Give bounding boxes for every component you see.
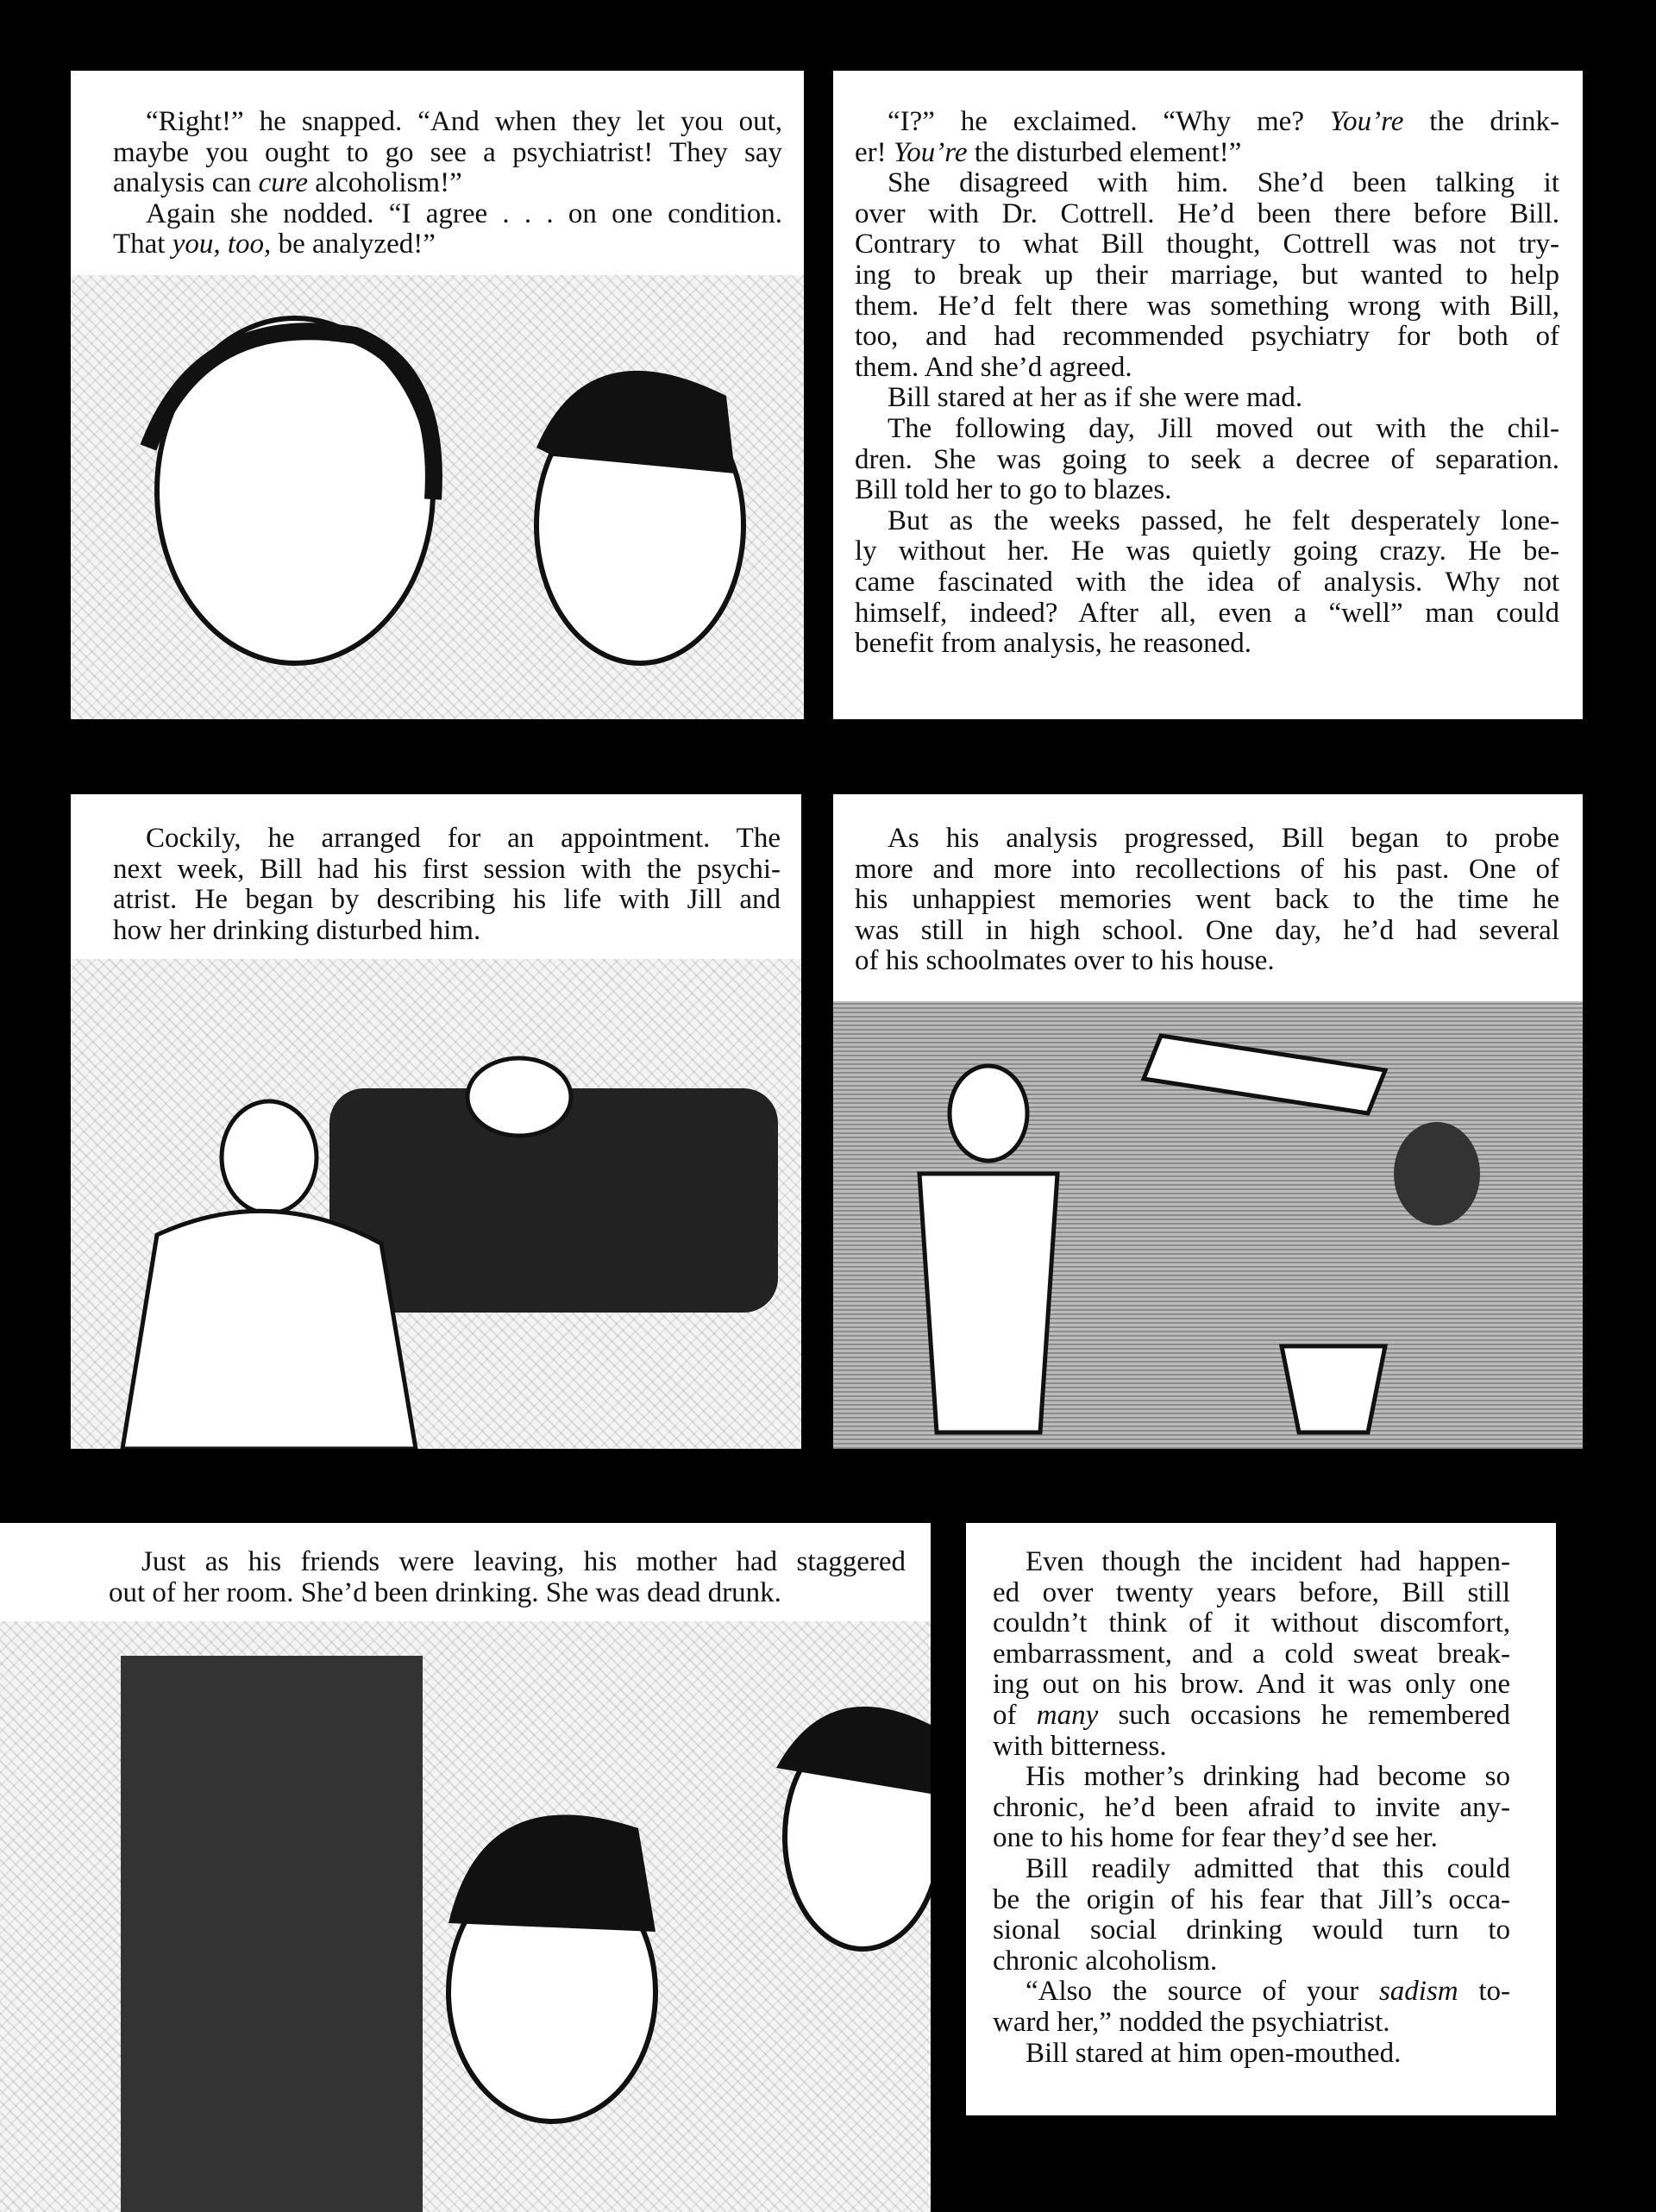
caption-text: Bill told her to go to blazes.: [855, 474, 1172, 506]
caption-line: [113, 916, 781, 947]
caption-line: [109, 1547, 906, 1578]
caption-line: [855, 567, 1559, 598]
caption-line: [113, 168, 782, 199]
caption-4: [855, 824, 1559, 977]
caption-line: [113, 199, 782, 230]
caption-line: [993, 1793, 1510, 1824]
caption-line: [855, 260, 1559, 291]
caption-line: [993, 1946, 1510, 1977]
caption-line: [993, 2008, 1510, 2039]
caption-text: embarrassment, and a cold sweat break-: [993, 1638, 1510, 1670]
caption-text: over with Dr. Cottrell. He’d been there before Bill.: [855, 197, 1559, 229]
caption-text: dren. She was going to seek a decree of separation.: [855, 443, 1559, 475]
caption-line: [855, 475, 1559, 506]
caption-text: more and more into recollections of his past. One of: [855, 853, 1559, 885]
caption-line: [855, 168, 1559, 199]
caption-text: ly without her. He was quietly going crazy. He be-: [855, 536, 1559, 567]
caption-text: himself, indeed? After all, even a “well” man could: [855, 597, 1559, 629]
caption-text: Even though the incident had happen-: [1026, 1546, 1510, 1577]
caption-text: benefit from analysis, he reasoned.: [855, 628, 1252, 660]
caption-line: [993, 1732, 1510, 1763]
panel-3: [71, 794, 801, 1449]
italic-text: You’re: [1329, 106, 1404, 137]
caption-line: [855, 291, 1559, 323]
caption-text: one to his home for fear they’d see her.: [993, 1822, 1438, 1854]
caption-line: [993, 1547, 1510, 1578]
caption-text: ing out on his brow. And it was only one: [993, 1669, 1510, 1701]
italic-text: you, too,: [172, 229, 272, 260]
caption-text: But as the weeks passed, he felt desperately lone-: [888, 504, 1559, 536]
caption-line: [993, 1977, 1510, 2008]
caption-text: the disturbed element!”: [967, 136, 1242, 168]
caption-line: [855, 383, 1559, 414]
caption-line: [855, 824, 1559, 855]
caption-line: [993, 1762, 1510, 1793]
caption-text: His mother’s drinking had become so: [1026, 1761, 1510, 1793]
caption-line: [855, 107, 1559, 138]
caption-2: [855, 107, 1559, 660]
caption-text: ing to break up their marriage, but wanted to help: [855, 259, 1559, 291]
caption-1: [113, 107, 782, 260]
caption-line: [855, 138, 1559, 169]
caption-line: [855, 598, 1559, 630]
caption-text: Again she nodded. “I agree . . . on one condition.: [146, 197, 782, 229]
caption-line: [993, 1915, 1510, 1946]
caption-line: [113, 138, 782, 169]
caption-line: [855, 536, 1559, 567]
caption-line: [855, 353, 1559, 384]
caption-line: [993, 1885, 1510, 1916]
caption-text: analysis can: [113, 167, 259, 199]
caption-line: [993, 1578, 1510, 1609]
caption-text: such occasions he remembered: [1098, 1699, 1510, 1731]
caption-text: ed over twenty years before, Bill still: [993, 1576, 1510, 1608]
caption-line: [113, 855, 781, 886]
caption-line: [993, 1670, 1510, 1701]
caption-text: them. He’d felt there was something wrong with Bill,: [855, 290, 1559, 322]
caption-text: atrist. He began by describing his life with Jill and: [113, 884, 781, 916]
caption-line: [855, 629, 1559, 660]
caption-line: [993, 1854, 1510, 1885]
caption-line: [993, 1608, 1510, 1639]
caption-text: Contrary to what Bill thought, Cottrell was not try-: [855, 229, 1559, 260]
caption-line: [855, 322, 1559, 353]
caption-text: maybe you ought to go see a psychiatrist! They say: [113, 136, 782, 168]
caption-text: his unhappiest memories went back to the time he: [855, 884, 1559, 916]
italic-text: You’re: [893, 136, 968, 168]
italic-text: sadism: [1378, 1976, 1458, 2008]
caption-text: with bitterness.: [993, 1730, 1167, 1762]
caption-text: how her drinking disturbed him.: [113, 914, 481, 946]
caption-line: [113, 824, 781, 855]
caption-text: was still in high school. One day, he’d had several: [855, 914, 1559, 946]
caption-text: Just as his friends were leaving, his mother had staggered: [141, 1546, 906, 1577]
caption-6: [993, 1547, 1510, 2069]
caption-text: She disagreed with him. She’d been talking it: [888, 167, 1559, 199]
caption-text: “Also the source of your: [1026, 1976, 1379, 2008]
caption-line: [113, 107, 782, 138]
caption-line: [855, 885, 1559, 916]
caption-text: That: [113, 229, 172, 260]
caption-line: [113, 885, 781, 916]
caption-text: alcoholism!”: [308, 167, 462, 199]
caption-line: [993, 1639, 1510, 1670]
illustration-psychiatrist-session: [71, 959, 801, 1449]
caption-line: [855, 946, 1559, 977]
caption-text: came fascinated with the idea of analysis. Why not: [855, 566, 1559, 598]
caption-text: As his analysis progressed, Bill began to probe: [888, 823, 1559, 854]
caption-text: be the origin of his fear that Jill’s occa-: [993, 1883, 1510, 1915]
caption-text: Bill stared at him open-mouthed.: [1026, 2037, 1402, 2069]
caption-text: ward her,” nodded the psychiatrist.: [993, 2006, 1390, 2038]
panel-2: [833, 71, 1583, 719]
caption-line: [993, 1823, 1510, 1854]
caption-line: [855, 414, 1559, 445]
caption-text: Cockily, he arranged for an appointment. The: [146, 823, 781, 854]
italic-text: cure: [258, 167, 309, 199]
panel-5: [0, 1523, 931, 2212]
caption-line: [109, 1578, 906, 1609]
caption-text: them. And she’d agreed.: [855, 351, 1132, 383]
panel-6: [966, 1523, 1556, 2115]
caption-text: “I?” he exclaimed. “Why me?: [888, 106, 1330, 137]
caption-5: [109, 1547, 906, 1608]
illustration-drunk-mother-and-boys: [0, 1621, 931, 2212]
caption-line: [993, 2039, 1510, 2070]
caption-text: chronic, he’d been afraid to invite any-: [993, 1791, 1510, 1823]
caption-text: couldn’t think of it without discomfort,: [993, 1607, 1510, 1639]
caption-line: [855, 199, 1559, 230]
caption-text: The following day, Jill moved out with the chil-: [888, 412, 1559, 444]
caption-text: too, and had recommended psychiatry for both of: [855, 321, 1559, 353]
caption-text: sional social drinking would turn to: [993, 1914, 1510, 1946]
caption-line: [855, 855, 1559, 886]
caption-text: Bill readily admitted that this could: [1026, 1852, 1510, 1884]
caption-line: [113, 229, 782, 260]
caption-line: [993, 1701, 1510, 1732]
caption-line: [855, 506, 1559, 537]
caption-text: of: [993, 1699, 1037, 1731]
caption-text: chronic alcoholism.: [993, 1945, 1218, 1977]
caption-line: [855, 916, 1559, 947]
caption-text: the drink-: [1403, 106, 1559, 137]
caption-text: be analyzed!”: [271, 229, 436, 260]
caption-text: out of her room. She’d been drinking. She was dead drunk.: [109, 1576, 781, 1608]
caption-text: er!: [855, 136, 894, 168]
illustration-woman-and-man-faces: [71, 275, 804, 719]
caption-line: [855, 445, 1559, 476]
italic-text: many: [1036, 1699, 1099, 1731]
caption-text: next week, Bill had his first session with the psychi-: [113, 853, 781, 885]
illustration-schoolmates-model-plane: [833, 1001, 1583, 1449]
panel-1: [71, 71, 804, 719]
caption-text: “Right!” he snapped. “And when they let you out,: [146, 106, 782, 137]
caption-line: [855, 229, 1559, 260]
panel-4: [833, 794, 1583, 1449]
caption-text: to-: [1458, 1976, 1510, 2008]
caption-3: [113, 824, 781, 946]
caption-text: of his schoolmates over to his house.: [855, 945, 1275, 977]
caption-text: Bill stared at her as if she were mad.: [888, 382, 1303, 414]
